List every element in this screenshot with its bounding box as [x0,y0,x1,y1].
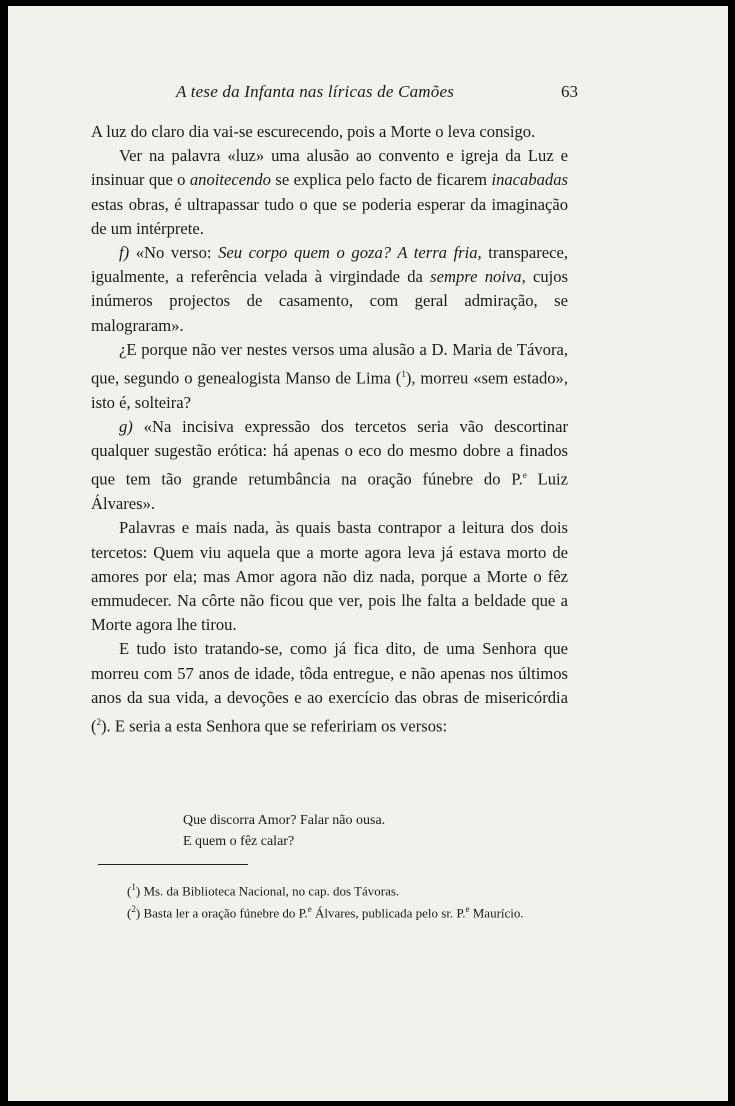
footnote-ref-2: 2 [96,716,102,727]
paragraph-1: A luz do claro dia vai-se escurecendo, pois a Morte o leva consigo. [91,122,536,141]
footnotes [91,878,568,923]
running-title: A tese da Infanta nas líricas de Camões [176,82,455,101]
quote-line-2: E quem o fêz calar? [183,834,295,849]
paragraph-2: Ver na palavra «luz» uma alusão ao convento e igreja da Luz e insinuar que o anoitecendo se explica pelo facto de ficarem inacabadas estas obras, é ultrapassar tudo o que se poderia esperar da imaginação de um intérprete. [91,146,568,238]
paragraph-3: f) «No verso: Seu corpo quem o goza? A terra fria, transparece, igualmente, a referência velada à virgindade da sempre noiva, cujos inúmeros projectos de casamento, com geral admiração, se malograram». [91,243,568,335]
footnote-divider [98,864,248,865]
paragraph-6: Palavras e mais nada, às quais basta contrapor a leitura dos dois tercetos: Quem viu aquela que a morte agora leva já estava morto de amores por ela; mas Amor agora não diz nada, porque a Morte o fêz emmudecer. Na côrte não ficou que ver, pois lhe falta a beldade que a Morte agora lhe tirou. [91,518,568,635]
paragraph-4: ¿E porque não ver nestes versos uma alusão a D. Maria de Távora, que, segundo o genealogista Manso de Lima ($^1$), morreu «sem estado», isto é, solteira? [91,339,568,412]
verse-quote [183,810,385,852]
quote-line-1: Que discorra Amor? Falar não ousa. [183,813,386,828]
paragraph-7: E tudo isto tratando-se, como já fica dito, de uma Senhora que morreu com 57 anos de idade, tôda entregue, e não apenas nos últimos anos da sua vida, a devoções e ao exercício das obras de misericórdia ($^2$). E seria a esta Senhora que se refeririam os versos: [91,639,568,736]
footnote-2: ($^2$) Basta ler a oração fúnebre do P.$^e$ Álvares, publicada pelo sr. P.$^e$ Maurício. [127,904,524,921]
footnote-1: ($^1$) Ms. da Biblioteca Nacional, no cap. dos Távoras. [127,882,400,899]
body-text [91,120,568,739]
page-header [8,82,728,106]
book-page [8,6,728,1101]
footnote-ref-1: 1 [401,369,406,380]
paragraph-5: g) «Na incisiva expressão dos tercetos seria vão descortinar qualquer sugestão erótica: há apenas o eco do mesmo dobre a finados que tem tão grande retumbância na oração fúnebre do P.$^e$ Luiz Álvares». [91,416,569,514]
page-number: 63 [561,82,578,101]
